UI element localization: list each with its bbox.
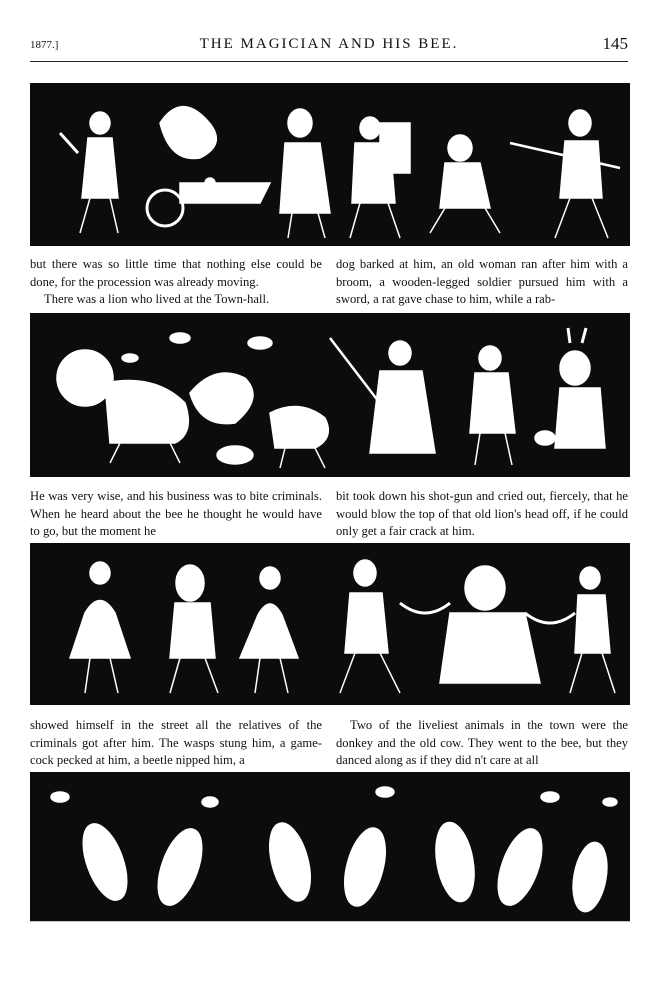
paragraph: He was very wise, and his business was to bite criminals. When he heard about the bee he thought he would have to go, but the moment he — [30, 489, 322, 538]
text-block-3-right — [336, 717, 628, 770]
text-block-2-left — [30, 488, 322, 541]
text-block-1-left — [30, 256, 322, 309]
paragraph: There was a lion who lived at the Town-hall. — [44, 292, 270, 306]
paragraph: Two of the liveliest animals in the town were the donkey and the old cow. They went to the bee, but they danced along as if they did n't care at all — [336, 718, 628, 767]
lion-chase-plate — [30, 313, 630, 477]
text-block-1-right — [336, 256, 628, 309]
procession-illustration — [30, 83, 630, 246]
header-rule — [30, 61, 628, 62]
page-title: THE MAGICIAN AND HIS BEE. — [199, 36, 459, 52]
lion-chase-illustration — [30, 313, 630, 477]
paragraph: but there was so little time that nothing else could be done, for the procession was already moving. — [30, 257, 322, 289]
year-label: 1877.] — [30, 39, 59, 51]
dance-plate — [30, 543, 630, 705]
text-block-3-left — [30, 717, 322, 770]
grasshopper-plate — [30, 772, 630, 932]
grasshopper-illustration — [30, 772, 630, 932]
text-block-2-right — [336, 488, 628, 541]
procession-plate — [30, 83, 630, 246]
dance-illustration — [30, 543, 630, 705]
paragraph: dog barked at him, an old woman ran after him with a broom, a wooden-legged soldier pursued him with a sword, a rat gave chase to him, while a rab- — [336, 257, 628, 306]
page-number: 145 — [602, 34, 628, 53]
paragraph: showed himself in the street all the relatives of the criminals got after him. The wasps stung him, a game-cock pecked at him, a beetle nipped him, a — [30, 718, 322, 767]
paragraph: bit took down his shot-gun and cried out, fiercely, that he would blow the top of that old lion's head off, if he could only get a fair crack at him. — [336, 489, 628, 538]
running-header — [30, 34, 628, 56]
